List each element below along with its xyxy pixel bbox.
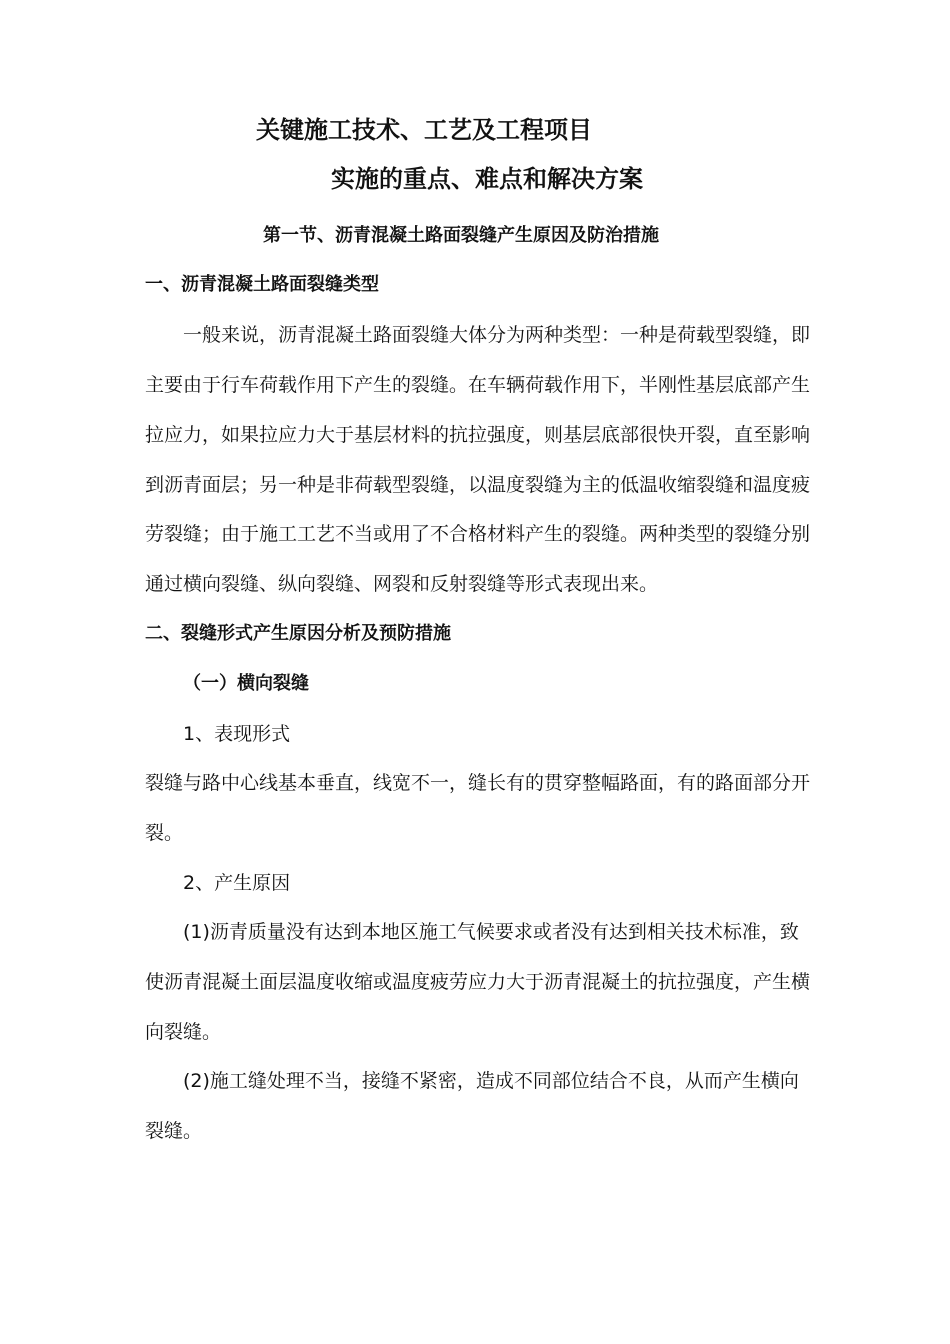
paragraph-line: 裂缝与路中心线基本垂直，线宽不一，缝长有的贯穿整幅路面，有的路面部分开 (145, 772, 811, 794)
document-title-line-1: 关键施工技术、工艺及工程项目 (256, 116, 592, 144)
heading-crack-types: 一、沥青混凝土路面裂缝类型 (145, 274, 379, 295)
paragraph-line: 劳裂缝；由于施工工艺不当或用了不合格材料产生的裂缝。两种类型的裂缝分别 (145, 523, 811, 545)
paragraph-line: 拉应力，如果拉应力大于基层材料的抗拉强度，则基层底部很快开裂，直至影响 (145, 424, 811, 446)
heading-cause-analysis: 二、裂缝形式产生原因分析及预防措施 (145, 623, 451, 644)
paragraph-line: 向裂缝。 (145, 1021, 222, 1043)
paragraph-line: 到沥青面层；另一种是非荷载型裂缝，以温度裂缝为主的低温收缩裂缝和温度疲 (145, 474, 811, 496)
paragraph-line: (2)施工缝处理不当，接缝不紧密，造成不同部位结合不良，从而产生横向 (183, 1070, 799, 1092)
paragraph-line: 裂缝。 (145, 1120, 203, 1142)
paragraph-line: 裂。 (145, 822, 184, 844)
subheading-transverse-cracks: （一）横向裂缝 (183, 673, 309, 694)
section-title: 第一节、沥青混凝土路面裂缝产生原因及防治措施 (263, 225, 659, 246)
paragraph-line: 使沥青混凝土面层温度收缩或温度疲劳应力大于沥青混凝土的抗拉强度，产生横 (145, 971, 811, 993)
item-heading-cause: 2、产生原因 (183, 872, 291, 894)
paragraph-line: 通过横向裂缝、纵向裂缝、网裂和反射裂缝等形式表现出来。 (145, 573, 659, 595)
item-heading-form: 1、表现形式 (183, 723, 291, 745)
paragraph-line: 一般来说，沥青混凝土路面裂缝大体分为两种类型：一种是荷载型裂缝，即 (183, 324, 811, 346)
document-title-line-2: 实施的重点、难点和解决方案 (331, 165, 643, 193)
paragraph-line: (1)沥青质量没有达到本地区施工气候要求或者没有达到相关技术标准，致 (183, 921, 799, 943)
paragraph-line: 主要由于行车荷载作用下产生的裂缝。在车辆荷载作用下，半刚性基层底部产生 (145, 374, 811, 396)
